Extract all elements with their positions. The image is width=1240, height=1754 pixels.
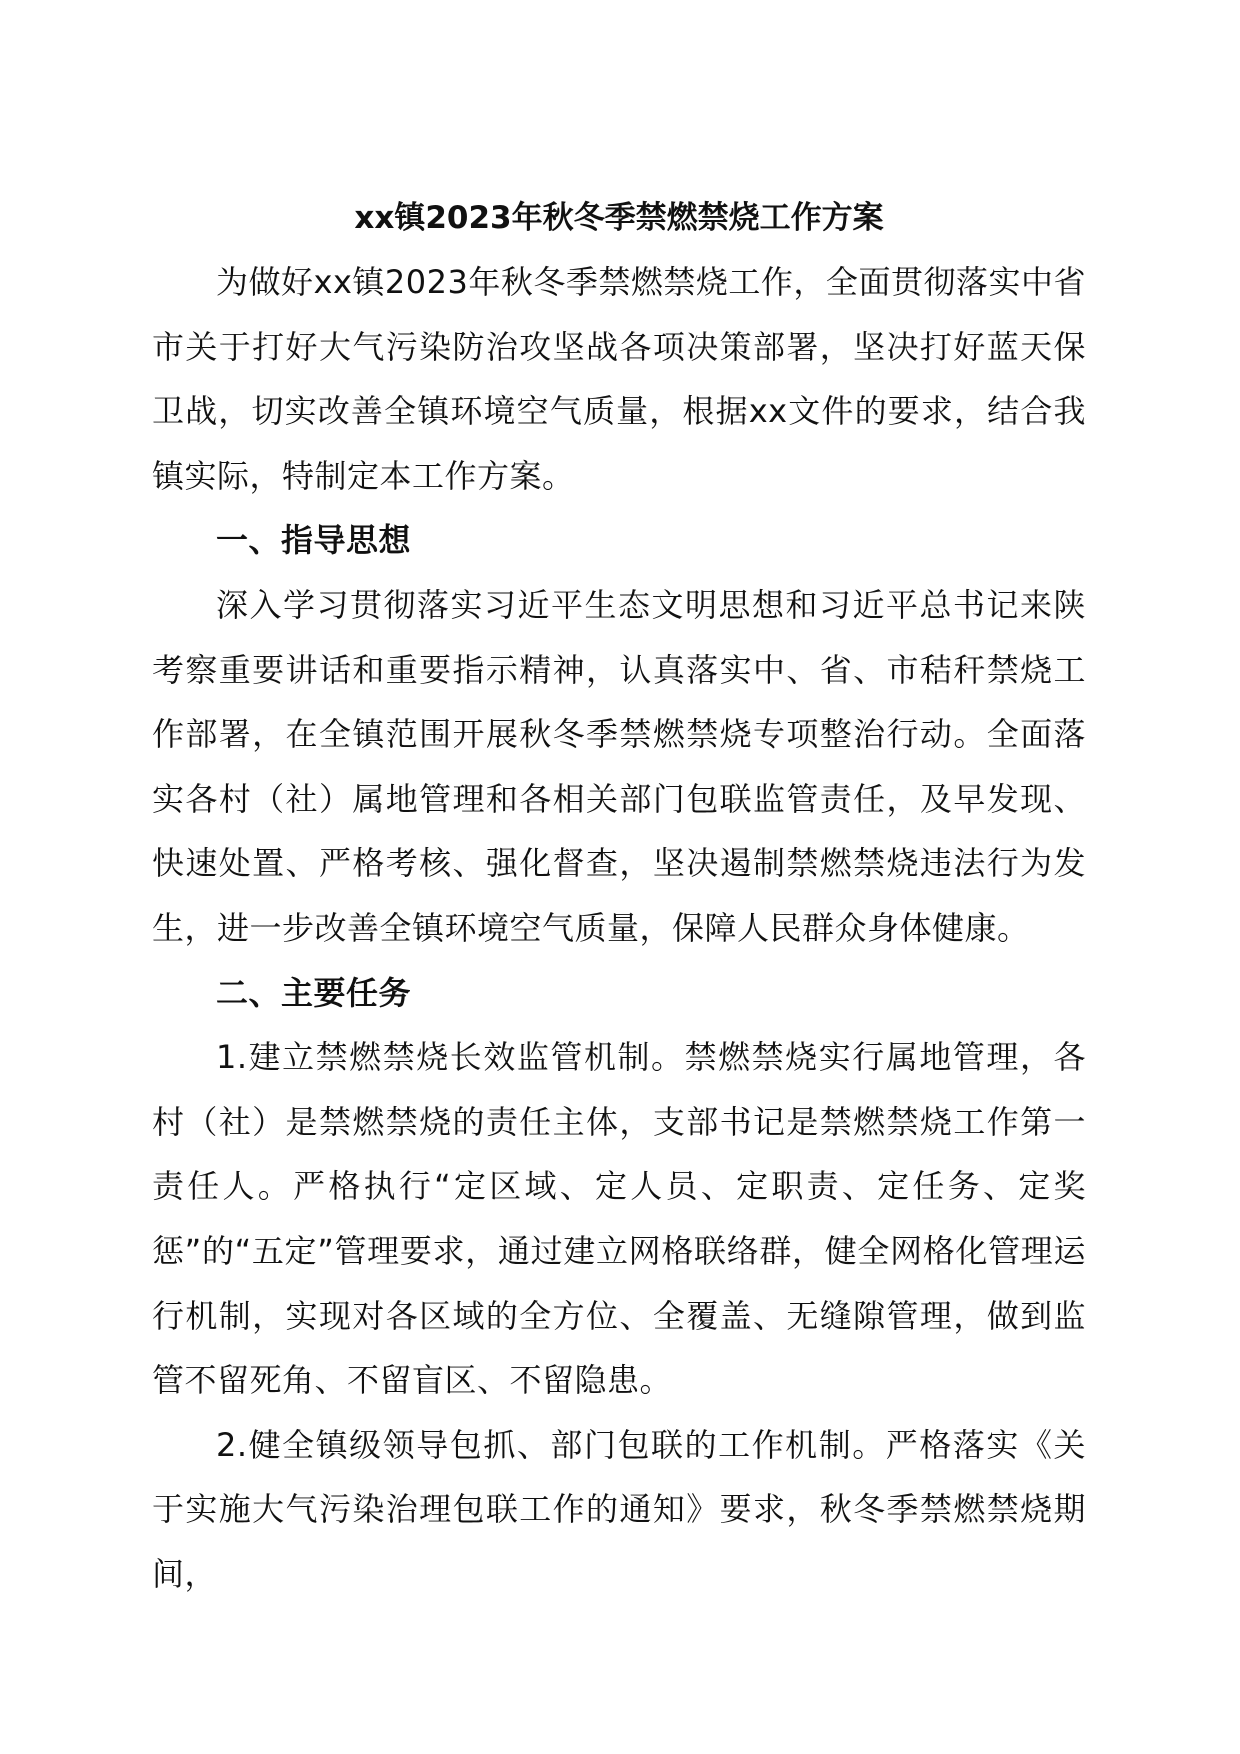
- guiding-ideology-paragraph: 深入学习贯彻落实习近平生态文明思想和习近平总书记来陕考察重要讲话和重要指示精神，认真落实中、省、市秸秆禁烧工作部署，在全镇范围开展秋冬季禁燃禁烧专项整治行动。全面落实各村（社）属地管理和各相关部门包联监管责任，及早发现、快速处置、严格考核、强化督查，坚决遏制禁燃禁烧违法行为发生，进一步改善全镇环境空气质量，保障人民群众身体健康。: [152, 585, 1086, 947]
- intro-paragraph: 为做好xx镇2023年秋冬季禁燃禁烧工作，全面贯彻落实中省市关于打好大气污染防治攻坚战各项决策部署，坚决打好蓝天保卫战，切实改善全镇环境空气质量，根据xx文件的要求，结合我镇实际，特制定本工作方案。: [152, 263, 1086, 495]
- document-title: xx镇2023年秋冬季禁燃禁烧工作方案: [354, 200, 884, 236]
- document-body: [152, 186, 1086, 1606]
- section-heading-main-tasks: 二、主要任务: [216, 973, 412, 1012]
- task-item-2: 2.健全镇级领导包抓、部门包联的工作机制。严格落实《关于实施大气污染治理包联工作的通知》要求，秋冬季禁燃禁烧期间，: [152, 1425, 1086, 1593]
- task-item-1: 1.建立禁燃禁烧长效监管机制。禁燃禁烧实行属地管理，各村（社）是禁燃禁烧的责任主体，支部书记是禁燃禁烧工作第一责任人。严格执行“定区域、定人员、定职责、定任务、定奖惩”的“五定”管理要求，通过建立网格联络群，健全网格化管理运行机制，实现对各区域的全方位、全覆盖、无缝隙管理，做到监管不留死角、不留盲区、不留隐患。: [152, 1038, 1086, 1400]
- section-heading-guiding-ideology: 一、指导思想: [216, 521, 412, 560]
